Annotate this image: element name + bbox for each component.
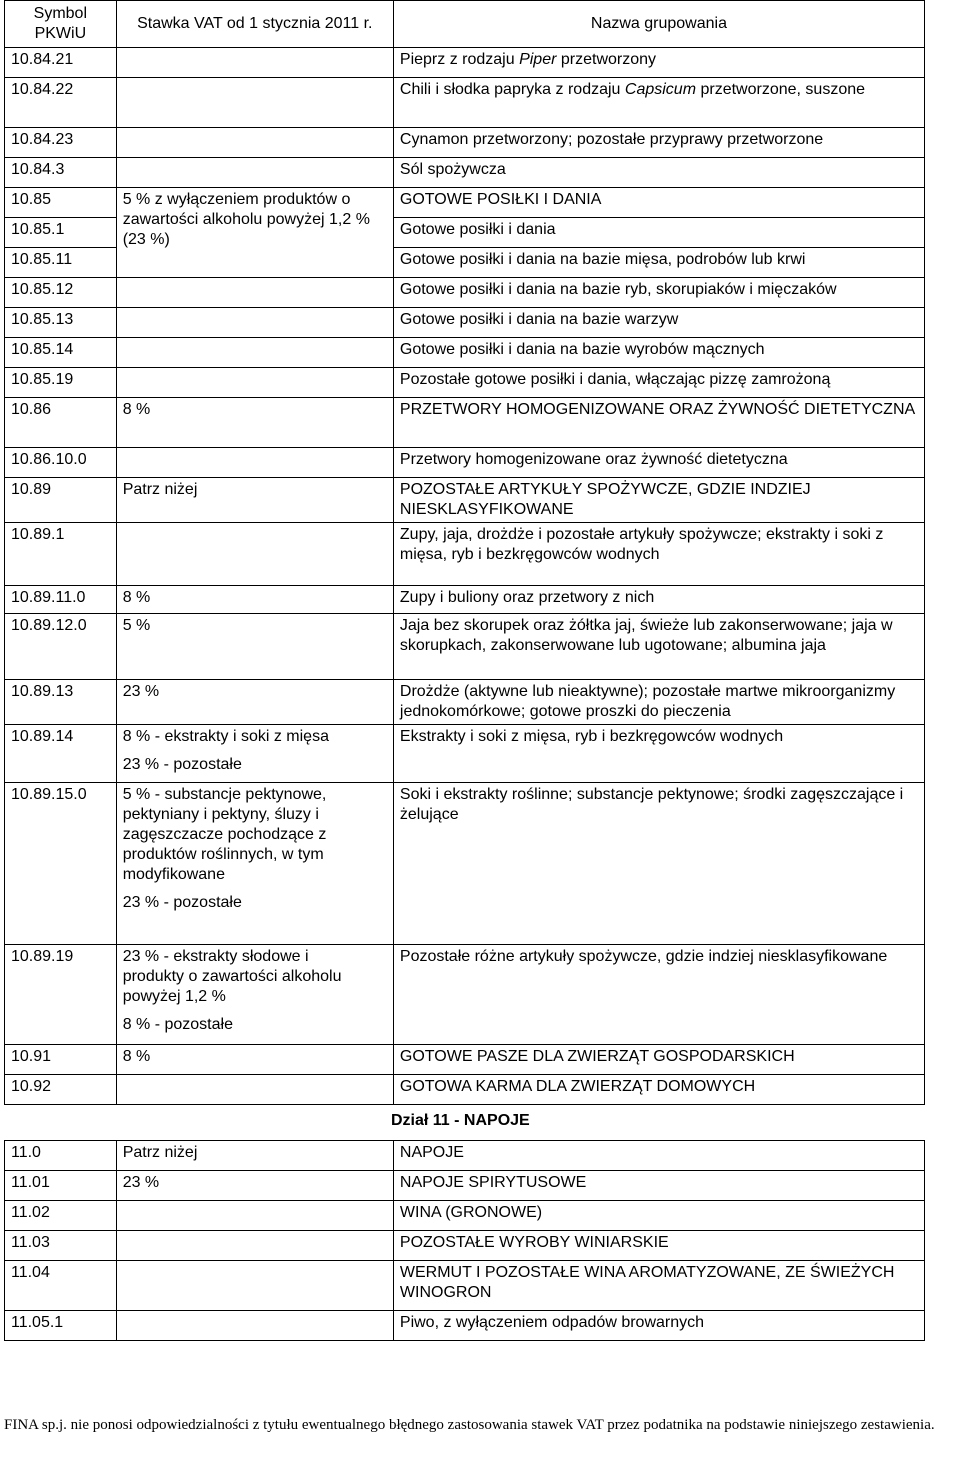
pkwiu-code: 10.89.1 [5,523,117,586]
table-row [5,1201,925,1231]
pkwiu-code: 10.89.14 [5,725,117,783]
header-symbol: Symbol PKWiU [5,1,117,48]
vat-rate [116,1231,393,1261]
group-name: Gotowe posiłki i dania na bazie wyrobów mącznych [393,338,924,368]
vat-rate: 8 % [116,1045,393,1075]
table-row [5,523,925,586]
group-name: Chili i słodka papryka z rodzaju Capsicum przetworzone, suszone [393,78,924,128]
table-header-row [5,1,925,48]
pkwiu-code: 10.84.21 [5,48,117,78]
pkwiu-code: 10.91 [5,1045,117,1075]
group-name: GOTOWE PASZE DLA ZWIERZĄT GOSPODARSKICH [393,1045,924,1075]
pkwiu-code: 10.89.19 [5,945,117,1045]
vat-rate-secondary: 23 % - pozostałe [122,756,242,773]
header-name: Nazwa grupowania [393,1,924,48]
pkwiu-code: 10.85.19 [5,368,117,398]
group-name: Jaja bez skorupek oraz żółtka jaj, świeże lub zakonserwowane; jaja w skorupkach, zakonserwowane lub ugotowane; albumina jaja [393,614,924,680]
vat-rate [116,338,393,368]
vat-rate: 8 % [116,398,393,448]
table-row [5,448,925,478]
table-row [5,478,925,523]
pkwiu-code: 10.85.12 [5,278,117,308]
pkwiu-code: 10.89.11.0 [5,586,117,614]
pkwiu-code: 11.01 [5,1171,117,1201]
vat-rate [116,1201,393,1231]
group-name: Piwo, z wyłączeniem odpadów browarnych [393,1311,924,1341]
group-name: WINA (GRONOWE) [393,1201,924,1231]
vat-rate [116,725,393,783]
vat-rate: Patrz niżej [116,1141,393,1171]
pkwiu-code: 11.02 [5,1201,117,1231]
vat-rate-primary: 8 % - ekstrakty i soki z mięsa [122,728,329,745]
vat-rate-secondary: 23 % - pozostałe [122,894,242,911]
group-name: Pieprz z rodzaju Piper przetworzony [393,48,924,78]
pkwiu-code: 10.85.1 [5,218,117,248]
pkwiu-code: 10.84.23 [5,128,117,158]
table-row [5,614,925,680]
pkwiu-code: 10.89.13 [5,680,117,725]
group-name: Soki i ekstrakty roślinne; substancje pektynowe; środki zagęszczające i żelujące [393,783,924,945]
pkwiu-code: 11.05.1 [5,1311,117,1341]
disclaimer-footer: FINA sp.j. nie ponosi odpowiedzialności z tytułu ewentualnego błędnego zastosowania stawek VAT przez podatnika na podstawie niniejszego zestawienia. [4,1417,935,1433]
table-row [5,1075,925,1105]
table-row [5,1261,925,1311]
vat-rate [116,945,393,1045]
pkwiu-code: 11.03 [5,1231,117,1261]
table-row [5,48,925,78]
vat-rate-primary: 5 % - substancje pektynowe, pektyniany i pektyny, śluzy i zagęszczacze pochodzące z produktów roślinnych, w tym modyfikowane [122,786,327,883]
table-row [5,368,925,398]
pkwiu-code: 11.04 [5,1261,117,1311]
pkwiu-code: 10.85 [5,188,117,218]
group-name: POZOSTAŁE ARTYKUŁY SPOŻYWCZE, GDZIE INDZIEJ NIESKLASYFIKOWANE [393,478,924,523]
table-row [5,1311,925,1341]
vat-rate [116,523,393,586]
group-name: Przetwory homogenizowane oraz żywność dietetyczna [393,448,924,478]
group-name: GOTOWA KARMA DLA ZWIERZĄT DOMOWYCH [393,1075,924,1105]
vat-rate-primary: 23 % - ekstrakty słodowe i produkty o zawartości alkoholu powyżej 1,2 % [122,948,342,1005]
vat-rate [116,78,393,128]
vat-rate [116,1261,393,1311]
table-row [5,783,925,945]
pkwiu-code: 10.89 [5,478,117,523]
group-name: Gotowe posiłki i dania na bazie warzyw [393,308,924,338]
pkwiu-code: 10.89.15.0 [5,783,117,945]
vat-rate [116,128,393,158]
group-name: PRZETWORY HOMOGENIZOWANE ORAZ ŻYWNOŚĆ DIETETYCZNA [393,398,924,448]
pkwiu-code: 10.86.10.0 [5,448,117,478]
vat-rate [116,48,393,78]
section-title: Dział 11 - NAPOJE [391,1112,530,1129]
pkwiu-code: 10.85.11 [5,248,117,278]
vat-rate: 5 % z wyłączeniem produktów o zawartości alkoholu powyżej 1,2 % (23 %) [116,188,393,278]
table-row [5,188,925,218]
table-row [5,308,925,338]
table-row [5,278,925,308]
header-rate: Stawka VAT od 1 stycznia 2011 r. [116,1,393,48]
group-name: NAPOJE [393,1141,924,1171]
table-row [5,158,925,188]
table-row [5,398,925,448]
group-name: Gotowe posiłki i dania na bazie mięsa, podrobów lub krwi [393,248,924,278]
vat-rate [116,1075,393,1105]
group-name: Sól spożywcza [393,158,924,188]
group-name: NAPOJE SPIRYTUSOWE [393,1171,924,1201]
vat-rate [116,368,393,398]
table-row [5,680,925,725]
table-row [5,586,925,614]
table-row [5,78,925,128]
vat-rate [116,308,393,338]
vat-rate [116,158,393,188]
table-row [5,1045,925,1075]
group-name: Zupy i buliony oraz przetwory z nich [393,586,924,614]
table-row [5,725,925,783]
group-name: Ekstrakty i soki z mięsa, ryb i bezkręgowców wodnych [393,725,924,783]
vat-rate-secondary: 8 % - pozostałe [122,1016,233,1033]
pkwiu-code: 10.86 [5,398,117,448]
vat-rate: 23 % [116,680,393,725]
table-row [5,128,925,158]
group-name: Pozostałe gotowe posiłki i dania, włączając pizzę zamrożoną [393,368,924,398]
group-name: Gotowe posiłki i dania [393,218,924,248]
vat-rate: 23 % [116,1171,393,1201]
group-name: GOTOWE POSIŁKI I DANIA [393,188,924,218]
table-row [5,338,925,368]
pkwiu-code: 10.84.3 [5,158,117,188]
beverages-table [4,1140,925,1341]
table-row [5,945,925,1045]
pkwiu-code: 10.85.14 [5,338,117,368]
table-row [5,1141,925,1171]
vat-rate [116,1311,393,1341]
group-name: Pozostałe różne artykuły spożywcze, gdzie indziej niesklasyfikowane [393,945,924,1045]
group-name: POZOSTAŁE WYROBY WINIARSKIE [393,1231,924,1261]
group-name: Drożdże (aktywne lub nieaktywne); pozostałe martwe mikroorganizmy jednokomórkowe; gotowe proszki do pieczenia [393,680,924,725]
pkwiu-code: 10.84.22 [5,78,117,128]
vat-rate [116,783,393,945]
group-name: Zupy, jaja, drożdże i pozostałe artykuły spożywcze; ekstrakty i soki z mięsa, ryb i bezkręgowców wodnych [393,523,924,586]
vat-rate: 5 % [116,614,393,680]
group-name: Gotowe posiłki i dania na bazie ryb, skorupiaków i mięczaków [393,278,924,308]
pkwiu-code: 11.0 [5,1141,117,1171]
vat-rate [116,278,393,308]
pkwiu-code: 10.92 [5,1075,117,1105]
table-row [5,1231,925,1261]
group-name: Cynamon przetworzony; pozostałe przyprawy przetworzone [393,128,924,158]
vat-rates-table [4,0,925,1105]
vat-rate: Patrz niżej [116,478,393,523]
pkwiu-code: 10.85.13 [5,308,117,338]
table-row [5,1171,925,1201]
vat-rate [116,448,393,478]
group-name: WERMUT I POZOSTAŁE WINA AROMATYZOWANE, ZE ŚWIEŻYCH WINOGRON [393,1261,924,1311]
pkwiu-code: 10.89.12.0 [5,614,117,680]
vat-rate: 8 % [116,586,393,614]
